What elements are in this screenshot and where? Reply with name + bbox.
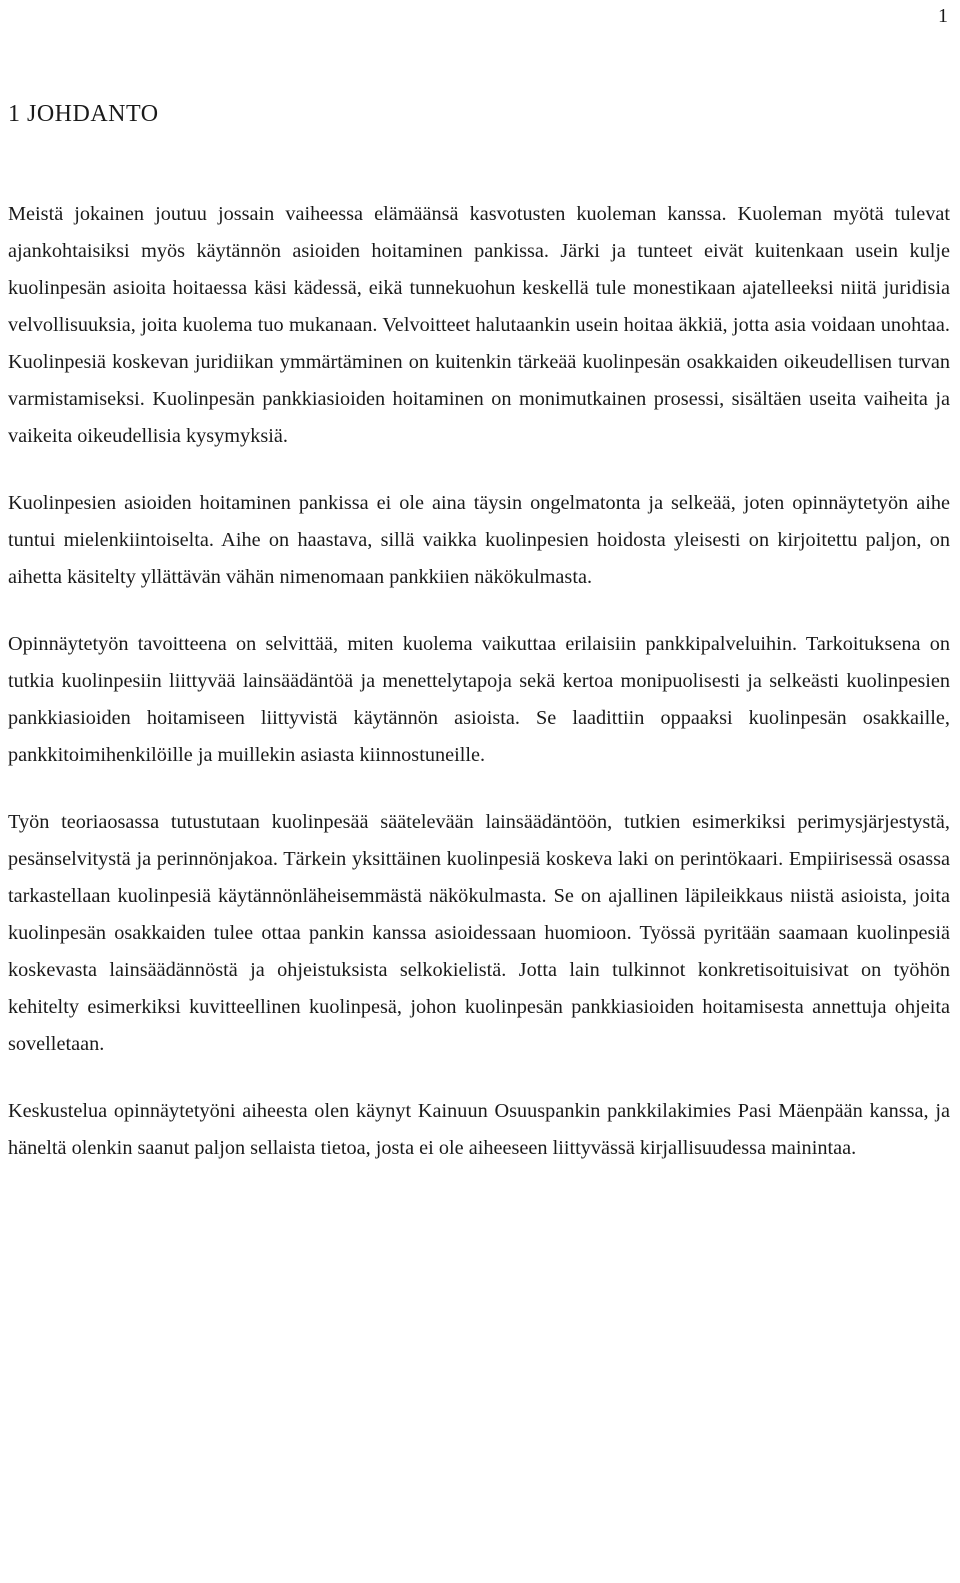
paragraph-acknowledgement: Keskustelua opinnäytetyöni aiheesta olen käynyt Kainuun Osuuspankin pankkilakimies Pasi Mäenpään kanssa, ja häneltä olenkin saanut paljon sellaista tietoa, josta ei ole aiheeseen liittyvässä kirjallisuudessa mainintaa. xyxy=(8,1100,950,1159)
paragraph-objectives: Opinnäytetyön tavoitteena on selvittää, miten kuolema vaikuttaa erilaisiin pankkipalveluihin. Tarkoituksena on tutkia kuolinpesiin liittyvää lainsäädäntöä ja menettelytapoja sekä kertoa monipuolisesti ja selkeästi kuolinpesien pankkiasioiden hoitamiseen liittyvistä käytännön asioista. Se laadittiin oppaaksi kuolinpesän osakkaille, pankkitoimihenkilöille ja muillekin asiasta kiinnostuneille. xyxy=(8,633,950,766)
body-text xyxy=(8,196,950,1167)
page-number: 1 xyxy=(938,5,948,27)
paragraph-structure: Työn teoriaosassa tutustutaan kuolinpesää säätelevään lainsäädäntöön, tutkien esimerkiksi perimysjärjestystä, pesänselvitystä ja perinnönjakoa. Tärkein yksittäinen kuolinpesiä koskeva laki on perintökaari. Empiirisessä osassa tarkastellaan kuolinpesiä käytännönläheisemmästä näkökulmasta. Se on ajallinen läpileikkaus niistä asioista, joita kuolinpesän osakkaiden tulee ottaa pankin kanssa asioidessaan huomioon. Työssä pyritään saamaan kuolinpesiä koskevasta lainsäädännöstä ja ohjeistuksista selkokielistä. Jotta lain tulkinnot konkretisoituisivat on työhön kehitelty esimerkiksi kuvitteellinen kuolinpesä, johon kuolinpesän pankkiasioiden hoitamisesta annettuja ohjeita sovelletaan. xyxy=(8,811,950,1055)
paragraph-intro: Meistä jokainen joutuu jossain vaiheessa elämäänsä kasvotusten kuoleman kanssa. Kuoleman myötä tulevat ajankohtaisiksi myös käytännön asioiden hoitaminen pankissa. Järki ja tunteet eivät kuitenkaan usein kulje kuolinpesän asioita hoitaessa käsi kädessä, eikä tunnekuohun keskellä tule monestikaan ajatelleeksi niitä juridisia velvollisuuksia, joita kuolema tuo mukanaan. Velvoitteet halutaankin usein hoitaa äkkiä, jotta asia voidaan unohtaa. Kuolinpesiä koskevan juridiikan ymmärtäminen on kuitenkin tärkeää kuolinpesän osakkaiden oikeudellisen turvan varmistamiseksi. Kuolinpesän pankkiasioiden hoitaminen on monimutkainen prosessi, sisältäen useita vaiheita ja vaikeita oikeudellisia kysymyksiä. xyxy=(8,203,950,447)
paragraph-topic-choice: Kuolinpesien asioiden hoitaminen pankissa ei ole aina täysin ongelmatonta ja selkeää, joten opinnäytetyön aihe tuntui mielenkiintoiselta. Aihe on haastava, sillä vaikka kuolinpesien hoidosta yleisesti on kirjoitettu paljon, on aihetta käsitelty yllättävän vähän nimenomaan pankkiien näkökulmasta. xyxy=(8,492,950,588)
chapter-heading: 1 JOHDANTO xyxy=(8,101,159,127)
